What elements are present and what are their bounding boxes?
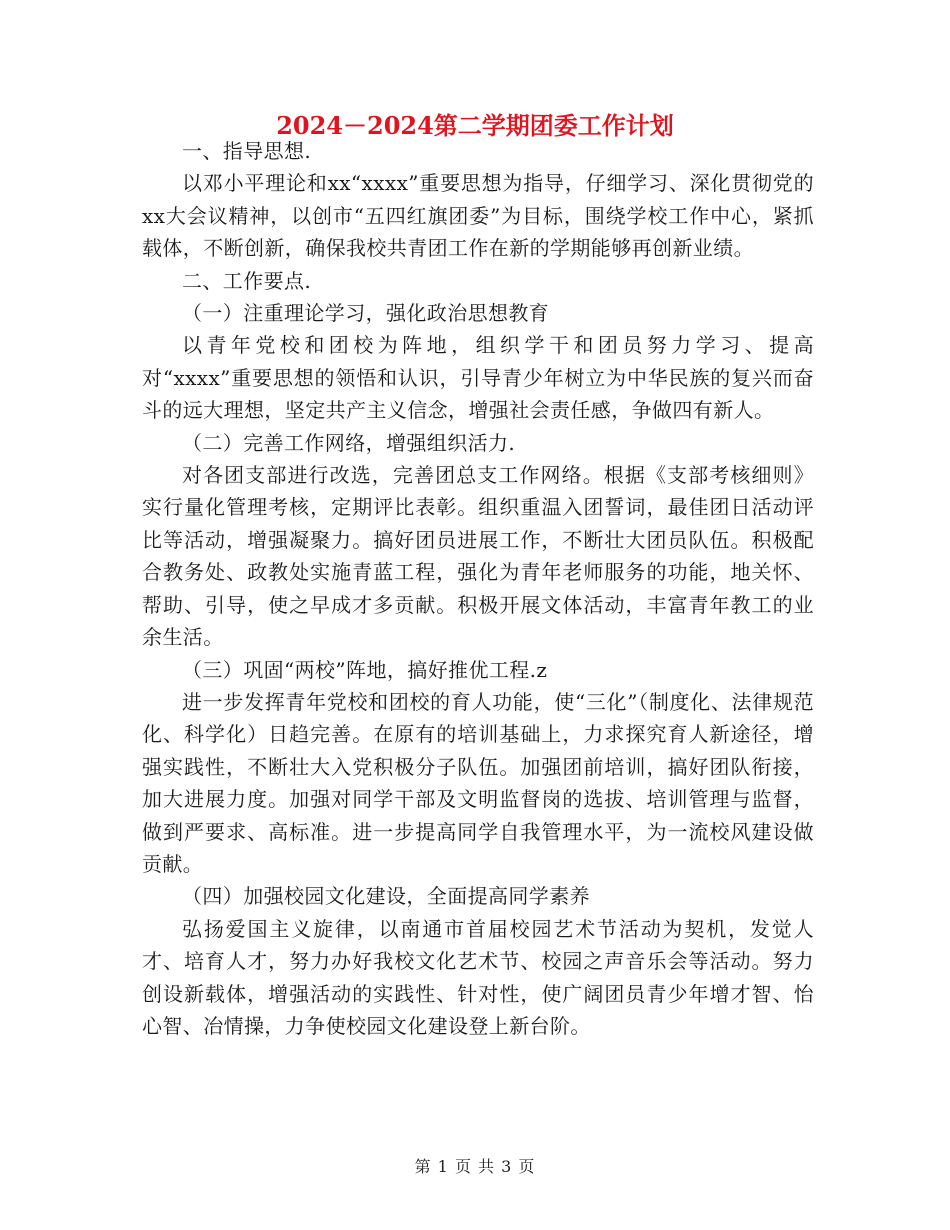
paragraph-work-network: 对各团支部进行改选，完善团总支工作网络。根据《支部考核细则》实行量化管理考核，定期评比表彰。组织重温入团誓词，最佳团日活动评比等活动，增强凝聚力。搞好团员进展工作，不断壮大团员队伍。积极配合教务处、政教处实施青蓝工程，强化为青年老师服务的功能，地关怀、帮助、引导，使之早成才多贡献。积极开展文体活动，丰富青年教工的业余生活。 [142,463,814,650]
paragraph-campus-culture: 弘扬爱国主义旋律，以南通市首届校园艺术节活动为契机，发觉人才、培育人才，努力办好我校文化艺术节、校园之声音乐会等活动。努力创设新载体，增强活动的实践性、针对性，使广阔团员青少年增才智、怡心智、冶情操，力争使校园文化建设登上新台阶。 [142,916,814,1038]
subheading-two-schools: （三）巩固“两校”阵地，搞好推优工程.z [182,657,548,682]
paragraph-guiding-thought: 以邓小平理论和xx“xxxx”重要思想为指导，仔细学习、深化贯彻党的xx大会议精神，以创市“五四红旗团委”为目标，围绕学校工作中心，紧抓载体，不断创新，确保我校共青团工作在新的学期能够再创新业绩。 [142,171,814,261]
subheading-theory-study: （一）注重理论学习，强化政治思想教育 [182,301,550,326]
document-body [142,135,814,1042]
page-number-footer: 第 1 页 共 3 页 [414,1157,536,1176]
paragraph-two-schools: 进一步发挥青年党校和团校的育人功能，使“三化”（制度化、法律规范化、科学化）日趋完善。在原有的培训基础上，力求探究育人新途径，增强实践性，不断壮大入党积极分子队伍。加强团前培训，搞好团队衔接，加大进展力度。加强对同学干部及文明监督岗的选拔、培训管理与监督，做到严要求、高标准。进一步提高同学自我管理水平，为一流校风建设做贡献。 [142,689,814,876]
heading-work-points: 二、工作要点. [182,268,312,293]
subheading-work-network: （二）完善工作网络，增强组织活力. [182,430,516,455]
heading-guiding-thought: 一、指导思想. [182,139,312,163]
subheading-campus-culture: （四）加强校园文化建设，全面提高同学素养 [182,884,590,909]
paragraph-theory-study: 以青年党校和团校为阵地，组织学干和团员努力学习、提高对“xxxx”重要思想的领悟和认识，引导青少年树立为中华民族的复兴而奋斗的远大理想，坚定共产主义信念，增强社会责任感，争做四有新人。 [142,333,814,423]
document-title: 2024－2024第二学期团委工作计划 [276,111,674,140]
